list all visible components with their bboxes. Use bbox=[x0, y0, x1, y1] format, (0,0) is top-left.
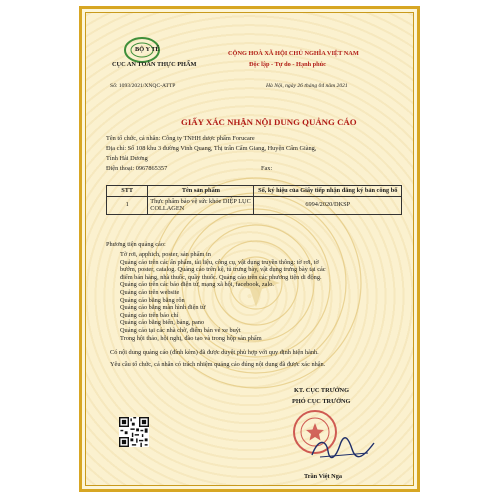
list-item: Tờ rơi, apphich, poster, sản phẩm in bbox=[120, 251, 211, 258]
product-table bbox=[106, 185, 402, 215]
responsibility-note: Yêu cầu tổ chức, cá nhân có trách nhiệm quảng cáo đúng nội dung đã được xác nhận. bbox=[110, 361, 326, 368]
table-header: STT bbox=[107, 186, 148, 197]
list-item: Quảng cáo trên các báo điện tử, mạng xã hội, facebook, zalo. bbox=[120, 281, 274, 289]
list-item: điểm bán hàng, nhà thuốc, quầy thuốc. Quảng cáo trên các phương tiện di động. bbox=[120, 273, 322, 281]
list-item: Trong hội thảo, hội nghị, đào tạo và trong hộp sản phẩm bbox=[120, 334, 262, 342]
org-phone: Điện thoại: 0967865357 bbox=[106, 165, 168, 172]
department-name: CỤC AN TOÀN THỰC PHẨM bbox=[112, 61, 197, 68]
list-item: Quảng cáo tại các nhà chờ, điểm bán vé xe buýt bbox=[120, 326, 241, 334]
list-item: Quảng cáo trên báo chí bbox=[120, 311, 179, 319]
method-heading: Phương tiện quảng cáo: bbox=[106, 241, 166, 248]
org-name: Tên tổ chức, cá nhân: Công ty TNHH dược phẩm Forucare bbox=[106, 135, 255, 142]
list-item: Quảng cáo bằng băng rôn bbox=[120, 296, 185, 304]
certificate-paper bbox=[85, 12, 414, 486]
approval-note: Có nội dung quảng cáo (đính kèm) đã được duyệt phù hợp với quy định hiện hành. bbox=[110, 349, 319, 356]
table-header-row bbox=[107, 186, 402, 197]
table-row bbox=[107, 196, 402, 214]
org-address-line1: Địa chỉ: Số 108 khu 3 đường Vinh Quang, Thị trấn Cẩm Giang, Huyện Cẩm Giàng, bbox=[106, 145, 317, 152]
table-cell-stt: 1 bbox=[107, 196, 148, 214]
table-cell-product: Thực phẩm bảo vệ sức khỏe DIỆP LỤC COLLAGEN bbox=[148, 196, 254, 214]
motto: Độc lập - Tự do - Hạnh phúc bbox=[249, 61, 326, 68]
list-item: Quảng cáo bằng màn hình điện tử bbox=[120, 304, 206, 312]
table-header: Tên sản phẩm bbox=[148, 186, 254, 197]
method-list bbox=[120, 251, 414, 342]
document-title: GIẤY XÁC NHẬN NỘI DUNG QUẢNG CÁO bbox=[181, 117, 357, 127]
org-fax: Fax: bbox=[261, 165, 273, 172]
signer-name: Trần Việt Nga bbox=[304, 473, 343, 480]
org-address-line2: Tỉnh Hải Dương bbox=[106, 155, 148, 162]
qr-code bbox=[119, 417, 149, 447]
list-item: Quảng cáo bằng biển, bảng, pano bbox=[120, 319, 205, 327]
table-cell-code: 6994/2020/DKSP bbox=[254, 196, 402, 214]
certificate-frame bbox=[79, 6, 420, 492]
place-date: Hà Nội, ngày 26 tháng 04 năm 2021 bbox=[266, 83, 348, 89]
handwritten-signature bbox=[308, 433, 378, 463]
ministry-name: BỘ Y TẾ bbox=[135, 46, 160, 53]
signature-title-line1: KT. CỤC TRƯỞNG bbox=[294, 387, 349, 394]
country-name: CỘNG HOÀ XÃ HỘI CHỦ NGHĨA VIỆT NAM bbox=[228, 50, 359, 57]
table-header: Số, ký hiệu của Giấy tiếp nhận đăng ký bản công bố bbox=[254, 186, 402, 197]
list-item: Quảng cáo trên website bbox=[120, 288, 180, 296]
list-item: Quảng cáo trên các ấn phẩm, tài liệu, công cụ, vật dụng truyền thông: tờ rơi, tờ bbox=[120, 258, 319, 266]
list-item: bướm, poster, catalog. Quảng cáo trên kệ, tủ trưng bày, vật dụng trưng bày tại các bbox=[120, 266, 326, 274]
signature-title-line2: PHÓ CỤC TRƯỞNG bbox=[292, 398, 351, 405]
document-number: Số: 1093/2021/XNQC-ATTP bbox=[110, 83, 176, 89]
